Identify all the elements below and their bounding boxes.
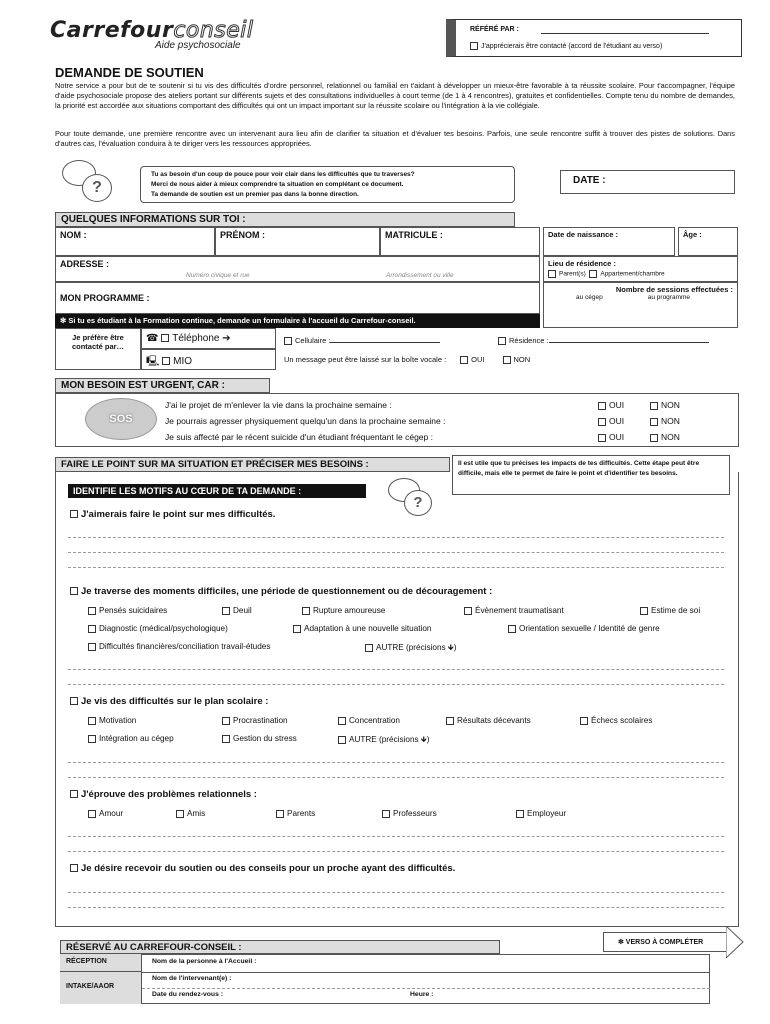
line[interactable] (68, 907, 724, 908)
reception-label: RÉCEPTION (60, 954, 142, 972)
line[interactable] (68, 684, 724, 685)
option[interactable]: Professeurs (382, 809, 437, 818)
referral-label: RÉFÉRÉ PAR : (470, 26, 519, 33)
urgent-q3-oui[interactable]: OUI (598, 432, 624, 442)
urgent-q2-non[interactable]: NON (650, 416, 680, 426)
option[interactable]: Diagnostic (médical/psychologique) (88, 624, 228, 633)
referral-consent[interactable]: J'apprécierais être contacté (accord de l'étudiant au verso) (470, 42, 662, 50)
option[interactable]: Concentration (338, 716, 400, 725)
checkbox-apartment[interactable] (589, 270, 597, 278)
option[interactable]: Gestion du stress (222, 734, 297, 743)
urgent-q1: J'ai le projet de m'enlever la vie dans la prochaine semaine : (165, 400, 392, 410)
needs-note: Il est utile que tu précises les impacts de tes difficultés. Cette étape peut être difficile, mais elle te permet de faire le point et d'identifier tes besoins. (452, 455, 730, 495)
info-section-header: QUELQUES INFORMATIONS SUR TOI : (55, 212, 515, 227)
option[interactable]: Procrastination (222, 716, 288, 725)
referral-line[interactable] (541, 33, 709, 34)
urgent-q2-oui[interactable]: OUI (598, 416, 624, 426)
option[interactable]: Difficultés financières/conciliation travail-études (88, 642, 270, 651)
phone-option[interactable]: ☎ Téléphone ➔ (141, 328, 276, 349)
line[interactable] (68, 836, 724, 837)
matricule-field[interactable]: MATRICULE : (380, 227, 540, 256)
contact-preference-label: Je préfère être contacté par… (55, 328, 141, 370)
option[interactable]: Motivation (88, 716, 136, 725)
birthdate-field[interactable]: Date de naissance : (543, 227, 675, 256)
option[interactable]: Rupture amoureuse (302, 606, 385, 615)
date-field[interactable]: DATE : (560, 170, 735, 194)
arrow-right-icon (726, 926, 744, 958)
rdv-date-field[interactable]: Date du rendez-vous : (152, 991, 223, 998)
option[interactable]: Parents (276, 809, 315, 818)
address-field[interactable]: ADRESSE : Numéro civique et rue Arrondissement ou ville (55, 256, 540, 282)
help-bubble: Tu as besoin d'un coup de pouce pour voir clair dans les difficultés que tu traverses? Merci de nous aider à mieux comprendre ta situation en complétant ce document. Ta demande de soutien est un premier pas dans la bonne direction. (140, 166, 515, 203)
reason-2[interactable]: Je traverse des moments difficiles, une période de questionnement ou de découragement : (70, 586, 492, 597)
option[interactable]: AUTRE (précisions 🡻) (338, 734, 430, 748)
sessions-field[interactable]: Nombre de sessions effectuées : au cégep au programme (543, 282, 738, 328)
line[interactable] (68, 567, 724, 568)
reception-name-field[interactable]: Nom de la personne à l'Accueil : (152, 958, 257, 965)
line[interactable] (68, 552, 724, 553)
nom-field[interactable]: NOM : (55, 227, 215, 256)
option[interactable]: AUTRE (précisions 🡻) (365, 642, 457, 656)
divider (142, 972, 710, 973)
page-title: DEMANDE DE SOUTIEN (55, 65, 204, 80)
urgent-q1-non[interactable]: NON (650, 400, 680, 410)
needs-header: FAIRE LE POINT SUR MA SITUATION ET PRÉCISER MES BESOINS : (55, 457, 450, 472)
line[interactable] (68, 892, 724, 893)
verso-notice: ✻ VERSO À COMPLÉTER (603, 932, 728, 952)
urgent-q1-oui[interactable]: OUI (598, 400, 624, 410)
option[interactable]: Deuil (222, 606, 252, 615)
divider (142, 988, 710, 989)
prenom-field[interactable]: PRÉNOM : (215, 227, 380, 256)
line[interactable] (68, 669, 724, 670)
mio-option[interactable]: 🖳 MIO (141, 349, 276, 370)
option[interactable]: Adaptation à une nouvelle situation (293, 624, 431, 633)
option[interactable]: Pensés suicidaires (88, 606, 167, 615)
sos-icon: SOS (85, 398, 157, 440)
reason-4[interactable]: J'éprouve des problèmes relationnels : (70, 789, 257, 800)
reason-1[interactable]: J'aimerais faire le point sur mes difficultés. (70, 509, 275, 520)
residence-place: Lieu de résidence : Parent(s) Appartement/chambre (543, 256, 738, 282)
intro-text: Notre service a pour but de te soutenir si tu vis des difficultés d'ordre personnel, relationnel ou familial en t'aidant à développer un mieux-être favorable à ta réussite scolaire. Pour t'accompagner, l'équipe d'aide psychosociale propose des ateliers portant sur différents sujets et des consultations individuelles à court terme (de 1 à 4 rencontres), gratuites et confidentielles. Compte tenu du nombre de demandes, la priorité est accordée aux situations comportant des difficultés qui ont un impact important sur la réussite scolaire ou l'intégration à la vie collégiale. (55, 81, 735, 110)
option[interactable]: Amis (176, 809, 205, 818)
checkbox-parents[interactable] (548, 270, 556, 278)
reason-5[interactable]: Je désire recevoir du soutien ou des conseils pour un proche ayant des difficultés. (70, 863, 455, 874)
option[interactable]: Amour (88, 809, 123, 818)
line[interactable] (68, 537, 724, 538)
option[interactable]: Résultats décevants (446, 716, 531, 725)
age-field[interactable]: Âge : (678, 227, 738, 256)
formation-notice: ✻ Si tu es étudiant à la Formation continue, demande un formulaire à l'accueil du Carrefour-conseil. (55, 314, 540, 328)
option[interactable]: Estime de soi (640, 606, 700, 615)
urgent-q3-non[interactable]: NON (650, 432, 680, 442)
program-field[interactable]: MON PROGRAMME : (55, 282, 540, 314)
urgent-q2: Je pourrais agresser physiquement quelqu'un dans la prochaine semaine : (165, 416, 446, 426)
intake-label: INTAKE/AAOR (60, 972, 142, 1004)
motifs-header: IDENTIFIE LES MOTIFS AU CŒUR DE TA DEMANDE : (68, 484, 366, 498)
question-mark-icon-2: ? (404, 490, 432, 516)
rdv-time-field[interactable]: Heure : (410, 991, 434, 998)
residence-phone-field[interactable]: Résidence : (498, 336, 709, 345)
question-mark-icon: ? (82, 174, 112, 202)
computer-icon: 🖳 (146, 356, 163, 367)
asterisk-icon: ✻ (60, 316, 69, 325)
logo: Carrefourconseil (50, 18, 254, 43)
option[interactable]: Employeur (516, 809, 566, 818)
cellulaire-field[interactable]: Cellulaire : (284, 336, 440, 345)
phone-icon: ☎ (146, 333, 162, 344)
urgent-q3: Je suis affecté par le récent suicide d'un étudiant fréquentant le cégep : (165, 432, 433, 442)
checkbox[interactable] (470, 42, 478, 50)
intervenant-field[interactable]: Nom de l'intervenant(e) : (152, 975, 232, 982)
line[interactable] (68, 851, 724, 852)
line[interactable] (68, 762, 724, 763)
intro-text-2: Pour toute demande, une première rencontre avec un intervenant aura lieu afin de clarifier ta situation et d'évaluer tes besoins. Parfois, une seule rencontre suffit à trouver des pistes de solutions. Dans d'autres cas, l'évaluation conduira à te diriger vers les ressources appropriées. (55, 129, 735, 148)
referral-box (446, 19, 742, 57)
option[interactable]: Intégration au cégep (88, 734, 174, 743)
option[interactable]: Échecs scolaires (580, 716, 652, 725)
logo-subtitle: Aide psychosociale (155, 40, 241, 51)
voicemail-question: Un message peut être laissé sur la boîte vocale : OUI NON (284, 355, 531, 364)
option[interactable]: Orientation sexuelle / Identité de genre (508, 624, 660, 633)
urgent-header: MON BESOIN EST URGENT, CAR : (55, 378, 270, 393)
line[interactable] (68, 777, 724, 778)
reserved-header: RÉSERVÉ AU CARREFOUR-CONSEIL : (60, 940, 500, 954)
option[interactable]: Évènement traumatisant (464, 606, 564, 615)
reason-3[interactable]: Je vis des difficultés sur le plan scolaire : (70, 696, 268, 707)
